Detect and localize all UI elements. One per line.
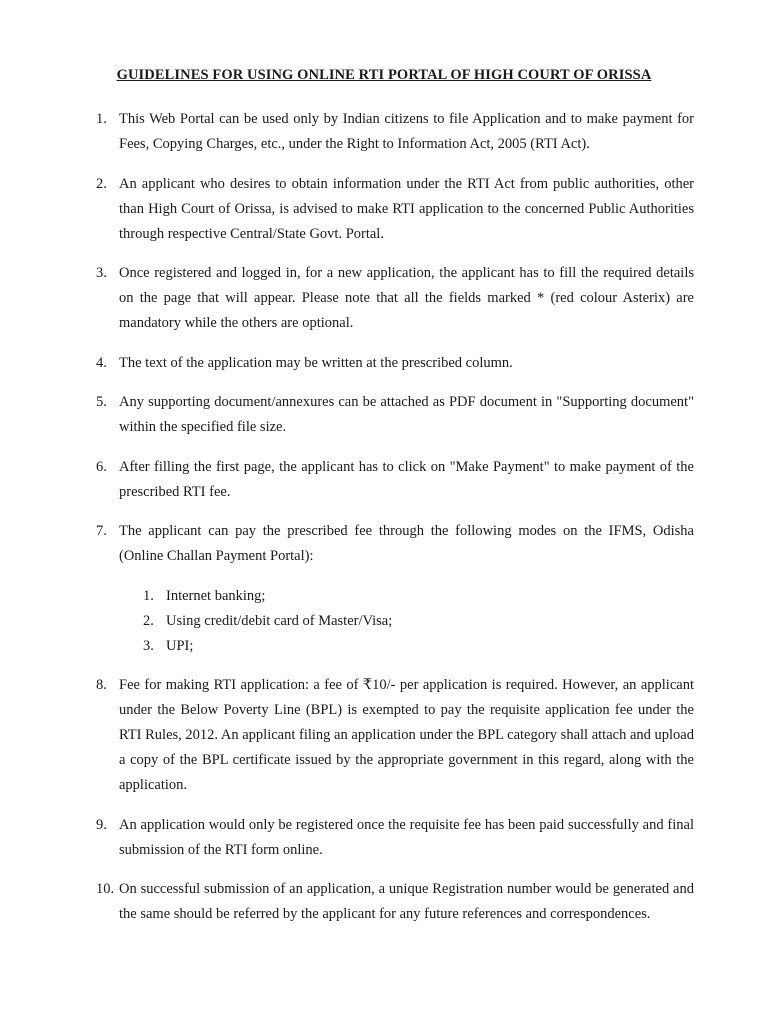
guideline-text: An application would only be registered once the requisite fee has been paid successfully and final submission of the RTI form online. [119, 816, 694, 858]
guideline-number: 5. [96, 394, 107, 410]
guideline-item [96, 107, 694, 157]
guideline-item [96, 261, 694, 336]
guideline-text: An applicant who desires to obtain information under the RTI Act from public authorities, other than High Court of Orissa, is advised to make RTI application to the concerned Public Authorities through respective Central/State Govt. Portal. [119, 175, 694, 242]
guideline-text: The text of the application may be written at the prescribed column. [119, 354, 513, 371]
guideline-item [96, 172, 694, 247]
payment-mode-number: 1. [143, 587, 154, 604]
guideline-number: 8. [96, 677, 107, 693]
payment-mode-text: Internet banking; [166, 587, 266, 604]
guideline-number: 2. [96, 175, 107, 192]
payment-mode-text: Using credit/debit card of Master/Visa; [166, 612, 393, 629]
guideline-text: Any supporting document/annexures can be attached as PDF document in "Supporting document" within the specified file size. [119, 394, 694, 435]
document-title: GUIDELINES FOR USING ONLINE RTI PORTAL OF HIGH COURT OF ORISSA [116, 67, 652, 83]
payment-mode-number: 2. [143, 612, 154, 629]
guideline-number: 6. [96, 458, 107, 475]
guideline-number: 1. [96, 111, 107, 127]
guideline-number: 9. [96, 816, 107, 833]
guideline-number: 3. [96, 265, 107, 281]
payment-modes-list [119, 584, 694, 659]
payment-mode-number: 3. [143, 637, 154, 654]
guideline-number: 10. [96, 881, 115, 897]
payment-mode-item [119, 584, 694, 609]
guideline-text: After filling the first page, the applicant has to click on "Make Payment" to make payment of the prescribed RTI fee. [119, 458, 694, 500]
guideline-text: This Web Portal can be used only by Indian citizens to file Application and to make payment for Fees, Copying Charges, etc., under the Right to Information Act, 2005 (RTI Act). [119, 111, 694, 152]
guidelines-list [96, 107, 694, 942]
guideline-number: 4. [96, 354, 107, 371]
guideline-item [96, 390, 694, 440]
guideline-text: The applicant can pay the prescribed fee through the following modes on the IFMS, Odisha (Online Challan Payment Portal): [119, 523, 694, 564]
guideline-number: 7. [96, 523, 107, 539]
guideline-item [96, 673, 694, 798]
guideline-item [96, 813, 694, 863]
guideline-item [96, 519, 694, 659]
guideline-item [96, 877, 694, 927]
payment-mode-text: UPI; [166, 637, 194, 654]
payment-mode-item [119, 634, 694, 659]
guideline-item [96, 455, 694, 505]
payment-mode-item [119, 609, 694, 634]
guideline-text: Fee for making RTI application: a fee of ₹10/- per application is required. However, an applicant under the Below Poverty Line (BPL) is exempted to pay the requisite application fee under the RTI Rules, 2012. An applicant filing an application under the BPL category shall attach and upload a copy of the BPL certificate issued by the appropriate government in this regard, along with the application. [119, 677, 694, 793]
guideline-item [96, 351, 694, 376]
guideline-text: Once registered and logged in, for a new application, the applicant has to fill the required details on the page that will appear. Please note that all the fields marked * (red colour Asterix) are mandatory while the others are optional. [119, 265, 694, 331]
guideline-text: On successful submission of an application, a unique Registration number would be generated and the same should be referred by the applicant for any future references and correspondences. [119, 881, 694, 922]
